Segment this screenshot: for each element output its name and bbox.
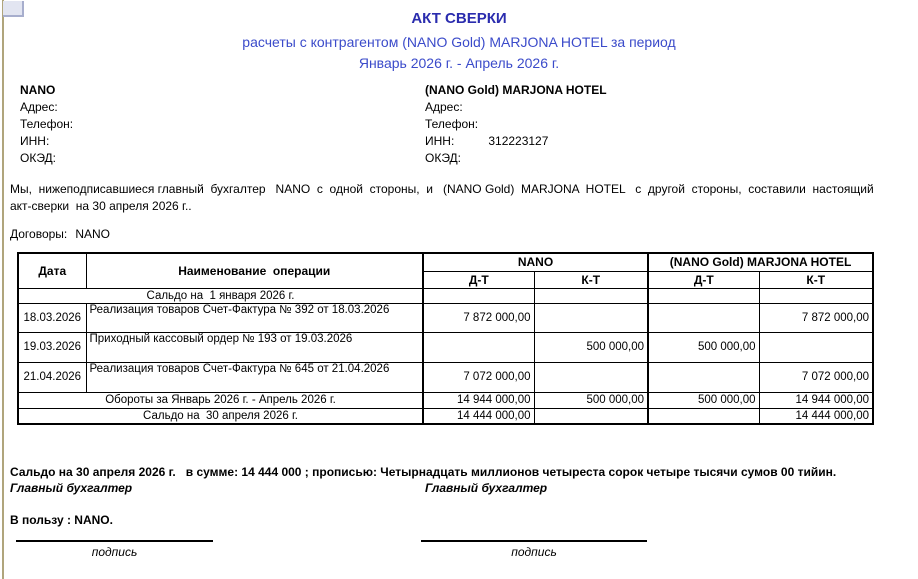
table-row [18, 303, 873, 332]
table-row [18, 362, 873, 392]
col-group-nano: NANO [423, 253, 648, 271]
opening-balance-label: Сальдо на 1 января 2026 г. [18, 288, 423, 303]
row-cp-kt [759, 332, 873, 362]
row-nano-kt [534, 303, 648, 332]
contracts-row [10, 227, 110, 241]
row-cp-dt [648, 303, 759, 332]
closing-balance-cp-kt: 14 444 000,00 [759, 408, 873, 424]
table-row [18, 332, 873, 362]
opening-balance-nano-kt [534, 288, 648, 303]
opening-balance-cp-kt [759, 288, 873, 303]
party-right-name: (NANO Gold) MARJONA HOTEL [425, 83, 607, 97]
row-operation: Приходный кассовый ордер № 193 от 19.03.2026 [86, 332, 423, 362]
party-right-phone-label: Телефон: [425, 117, 479, 131]
opening-balance-nano-dt [423, 288, 534, 303]
signature-title-left: Главный бухгалтер [10, 481, 133, 495]
page-title: АКТ СВЕРКИ [411, 10, 507, 27]
reconciliation-table [17, 252, 874, 425]
row-nano-dt [423, 332, 534, 362]
row-nano-dt: 7 872 000,00 [423, 303, 534, 332]
row-cp-kt: 7 072 000,00 [759, 362, 873, 392]
party-left-block [20, 82, 410, 167]
party-left-phone-label: Телефон: [20, 117, 74, 131]
row-date: 18.03.2026 [18, 303, 86, 332]
closing-balance-nano-kt [534, 408, 648, 424]
party-left-oked-label: ОКЭД: [20, 151, 57, 165]
col-header-operation: Наименование операции [86, 253, 423, 288]
turnover-label: Обороты за Январь 2026 г. - Апрель 2026 г. [18, 392, 423, 408]
col-header-cp-kt: К-Т [759, 271, 873, 288]
summary-favor-line: В пользу : NANO. [10, 513, 113, 527]
contracts-label: Договоры: [10, 227, 68, 241]
party-left-name: NANO [20, 83, 56, 97]
row-cp-kt: 7 872 000,00 [759, 303, 873, 332]
signature-caption-left: подпись [91, 545, 138, 559]
party-right-block [425, 82, 895, 167]
row-operation: Реализация товаров Счет-Фактура № 645 от 21.04.2026 [86, 362, 423, 392]
closing-balance-cp-dt [648, 408, 759, 424]
row-cp-dt [648, 362, 759, 392]
closing-balance-label: Сальдо на 30 апреля 2026 г. [18, 408, 423, 424]
party-right-inn-value: 312223127 [488, 134, 549, 148]
party-right-address-label: Адрес: [425, 100, 463, 114]
signature-caption-right: подпись [511, 545, 557, 559]
signature-line-right [421, 540, 647, 542]
row-date: 21.04.2026 [18, 362, 86, 392]
turnover-row [18, 392, 873, 408]
row-nano-kt: 500 000,00 [534, 332, 648, 362]
summary-amount-line: Сальдо на 30 апреля 2026 г. в сумме: 14 444 000 ; прописью: Четырнадцать миллионов четыреста сорок четыре тысячи сумов 00 тийин. [10, 465, 837, 479]
signature-line-left [16, 540, 213, 542]
col-header-nano-kt: К-Т [534, 271, 648, 288]
party-right-inn-row [425, 133, 895, 150]
col-header-date: Дата [18, 253, 86, 288]
page-left-edge [2, 0, 4, 579]
row-nano-kt [534, 362, 648, 392]
col-header-cp-dt: Д-Т [648, 271, 759, 288]
closing-balance-nano-dt: 14 444 000,00 [423, 408, 534, 424]
table-header-groups-row [18, 253, 873, 271]
turnover-nano-dt: 14 944 000,00 [423, 392, 534, 408]
row-cp-dt: 500 000,00 [648, 332, 759, 362]
signature-title-right: Главный бухгалтер [425, 481, 548, 495]
row-date: 19.03.2026 [18, 332, 86, 362]
closing-balance-row [18, 408, 873, 424]
party-right-inn-label: ИНН: [425, 134, 455, 148]
turnover-nano-kt: 500 000,00 [534, 392, 648, 408]
turnover-cp-kt: 14 944 000,00 [759, 392, 873, 408]
row-nano-dt: 7 072 000,00 [423, 362, 534, 392]
contracts-value: NANO [75, 227, 111, 241]
party-left-address-label: Адрес: [20, 100, 58, 114]
page-subtitle: расчеты с контрагентом (NANO Gold) MARJONA HOTEL за период [242, 34, 676, 50]
page-period: Январь 2026 г. - Апрель 2026 г. [358, 55, 560, 71]
col-group-counterparty: (NANO Gold) MARJONA HOTEL [648, 253, 873, 271]
party-left-inn-label: ИНН: [20, 134, 50, 148]
col-header-nano-dt: Д-Т [423, 271, 534, 288]
opening-balance-cp-dt [648, 288, 759, 303]
turnover-cp-dt: 500 000,00 [648, 392, 759, 408]
party-left-inn-row [20, 133, 410, 150]
row-operation: Реализация товаров Счет-Фактура № 392 от 18.03.2026 [86, 303, 423, 332]
party-right-oked-label: ОКЭД: [425, 151, 462, 165]
preamble-text: Мы, нижеподписавшиеся главный бухгалтер NANO с одной стороны, и (NANO Gold) MARJONA HOTEL с другой стороны, составили настоящий акт-сверки на 30 апреля 2026 г.. [10, 182, 881, 213]
opening-balance-row [18, 288, 873, 303]
